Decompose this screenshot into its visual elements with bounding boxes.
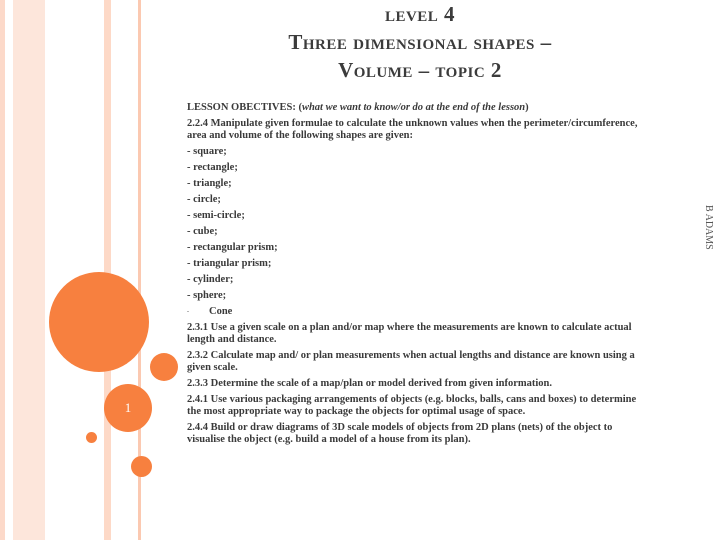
shape-item: - cylinder; — [187, 274, 234, 285]
decor-stripe — [104, 0, 111, 540]
slide-number: 1 — [124, 400, 132, 415]
bullet-dash: - — [187, 309, 189, 315]
objective-2-3-3: 2.3.3 Determine the scale of a map/plan or model derived from given information. — [187, 378, 553, 389]
title-line-2: Three dimensional shapes – — [288, 30, 552, 54]
decor-circle-bottom — [131, 456, 152, 477]
shape-item-cone: - Cone — [187, 306, 233, 317]
shape-item: - square; — [187, 146, 227, 157]
objectives-body — [187, 102, 652, 450]
objective-2-2-4: 2.2.4 Manipulate given formulae to calculate the unknown values when the perimeter/circumference, area and volume of the following shapes are given: — [187, 118, 638, 141]
shape-item: - semi-circle; — [187, 210, 245, 221]
author-label: B ADAMS — [703, 205, 714, 250]
shape-item: - sphere; — [187, 290, 227, 301]
objective-2-4-1: 2.4.1 Use various packaging arrangements of objects (e.g. blocks, balls, cans and boxes) to determine the most appropriate way to package the objects for optimal usage of space. — [187, 394, 637, 417]
objective-2-3-2: 2.3.2 Calculate map and/ or plan measurements when actual lengths and distance are known using a given scale. — [187, 350, 635, 373]
objective-2-3-1: 2.3.1 Use a given scale on a plan and/or map where the measurements are known to calculate actual length and distance. — [187, 322, 632, 345]
slide-number-badge — [104, 384, 152, 432]
objective-2-4-4: 2.4.4 Build or draw diagrams of 3D scale models of objects from 2D plans (nets) of the object to visualise the object (e.g. build a model of a house from its plan). — [187, 422, 613, 445]
shape-item: - triangle; — [187, 178, 232, 189]
decor-stripe — [13, 0, 45, 540]
objectives-heading: LESSON OBECTIVES: (what we want to know/or do at the end of the lesson) — [187, 102, 529, 113]
title-line-3: Volume – topic 2 — [338, 58, 502, 82]
decor-circle-small — [86, 432, 97, 443]
shape-item: - rectangle; — [187, 162, 238, 173]
shape-item: - rectangular prism; — [187, 242, 278, 253]
decor-stripe — [0, 0, 5, 540]
slide-title — [170, 0, 670, 84]
shape-item: - triangular prism; — [187, 258, 272, 269]
shape-item: - cube; — [187, 226, 218, 237]
shape-item: - circle; — [187, 194, 221, 205]
decor-circle-large — [49, 272, 149, 372]
decor-circle-medium — [150, 353, 178, 381]
title-line-1: level 4 — [384, 2, 456, 26]
